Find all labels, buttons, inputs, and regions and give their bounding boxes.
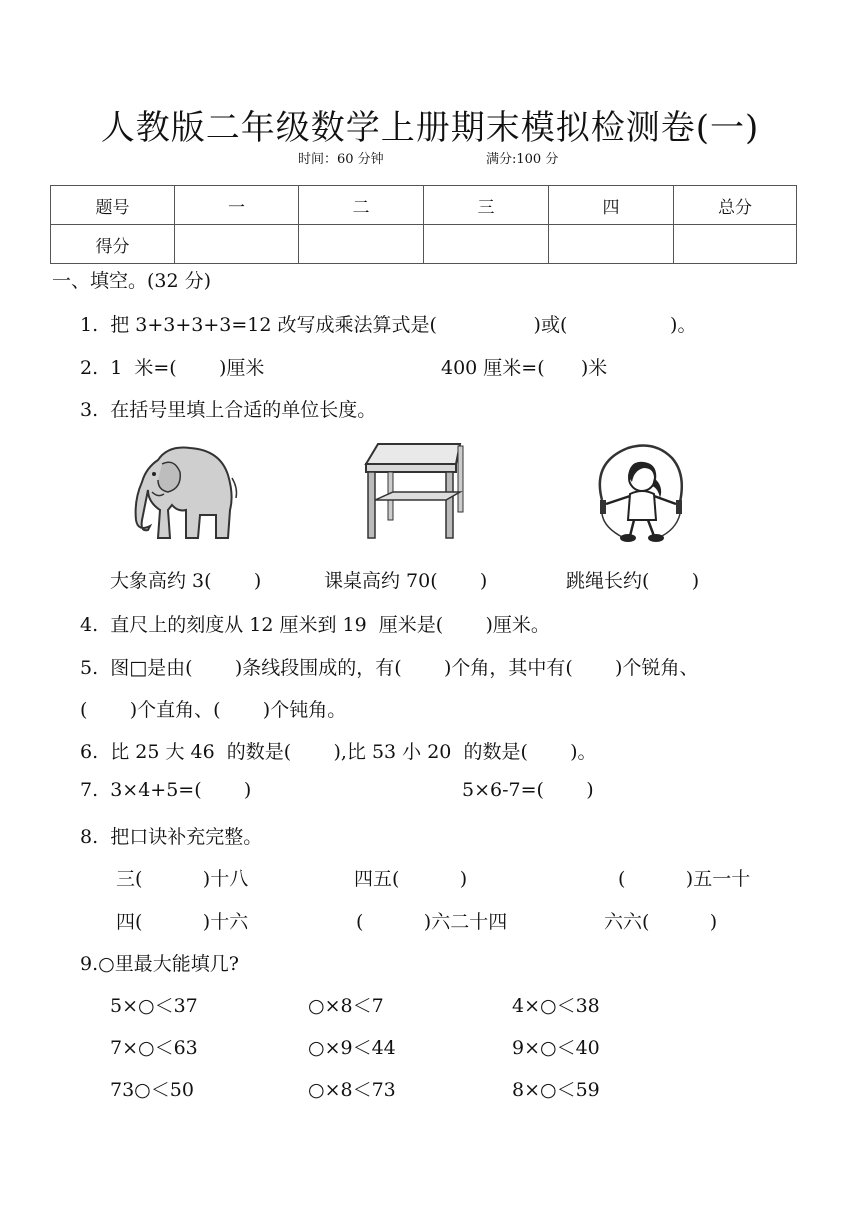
question-8: 8. 把口诀补充完整。: [80, 826, 263, 848]
question-9-item: ○×8＜7: [308, 995, 384, 1017]
question-2a: 2. 1 米=( )厘米: [80, 357, 265, 379]
section1-heading: 一、填空。(32 分): [52, 270, 212, 292]
question-3-desk: 课桌高约 70( ): [324, 570, 488, 592]
question-9: 9.○里最大能填几?: [80, 953, 239, 975]
question-5b: ( )个直角、( )个钝角。: [80, 699, 347, 721]
question-9-item: 4×○＜38: [512, 995, 600, 1017]
desk-image: [360, 442, 468, 542]
question-3-jump-rope: 跳绳长约( ): [566, 570, 700, 592]
question-9-item: 5×○＜37: [110, 995, 198, 1017]
question-8-item: 四( )十六: [116, 911, 249, 933]
score-cell[interactable]: [424, 225, 549, 264]
question-1: 1. 把 3+3+3+3=12 改写成乘法算式是( )或( )。: [80, 314, 697, 336]
score-table-header-cell: 总分: [674, 186, 797, 225]
question-3-elephant: 大象高约 3( ): [110, 570, 262, 592]
score-cell[interactable]: [299, 225, 424, 264]
score-table-row-label: 得分: [51, 225, 175, 264]
question-9-item: 8×○＜59: [512, 1079, 600, 1101]
score-table: [50, 185, 797, 264]
question-4: 4. 直尺上的刻度从 12 厘米到 19 厘米是( )厘米。: [80, 614, 550, 636]
score-cell[interactable]: [674, 225, 797, 264]
question-8-item: 三( )十八: [116, 868, 249, 890]
question-9-item: ○×8＜73: [308, 1079, 396, 1101]
score-table-header-cell: 二: [299, 186, 424, 225]
page-title: 人教版二年级数学上册期末模拟检测卷(一): [100, 108, 760, 148]
question-3: 3. 在括号里填上合适的单位长度。: [80, 399, 377, 421]
score-table-score-row: [51, 225, 797, 264]
question-9-item: 7×○＜63: [110, 1037, 198, 1059]
question-6: 6. 比 25 大 46 的数是( ),比 53 小 20 的数是( )。: [80, 741, 597, 763]
question-8-item: ( )五一十: [618, 868, 751, 890]
question-9-item: 9×○＜40: [512, 1037, 600, 1059]
score-cell[interactable]: [549, 225, 674, 264]
question-9-item: ○×9＜44: [308, 1037, 396, 1059]
jump-rope-girl-image: [588, 442, 698, 544]
question-7b: 5×6-7=( ): [462, 779, 594, 801]
question-8-item: ( )六二十四: [356, 911, 508, 933]
question-5a: 5. 图□是由( )条线段围成的，有( )个角，其中有( )个锐角、: [80, 657, 699, 679]
question-7a: 7. 3×4+5=( ): [80, 779, 252, 801]
question-2b: 400 厘米=( )米: [441, 357, 608, 379]
score-table-header-row: [51, 186, 797, 225]
score-table-header-cell: 一: [175, 186, 299, 225]
score-table-header-cell: 四: [549, 186, 674, 225]
time-label: 时间：60 分钟: [298, 152, 384, 167]
elephant-image: [128, 440, 240, 544]
score-total-label: 满分:100 分: [486, 152, 559, 167]
question-8-item: 四五( ): [354, 868, 468, 890]
question-9-item: 73○＜50: [110, 1079, 194, 1101]
score-cell[interactable]: [175, 225, 299, 264]
score-table-header-cell: 题号: [51, 186, 175, 225]
score-table-header-cell: 三: [424, 186, 549, 225]
question-8-item: 六六( ): [604, 911, 718, 933]
